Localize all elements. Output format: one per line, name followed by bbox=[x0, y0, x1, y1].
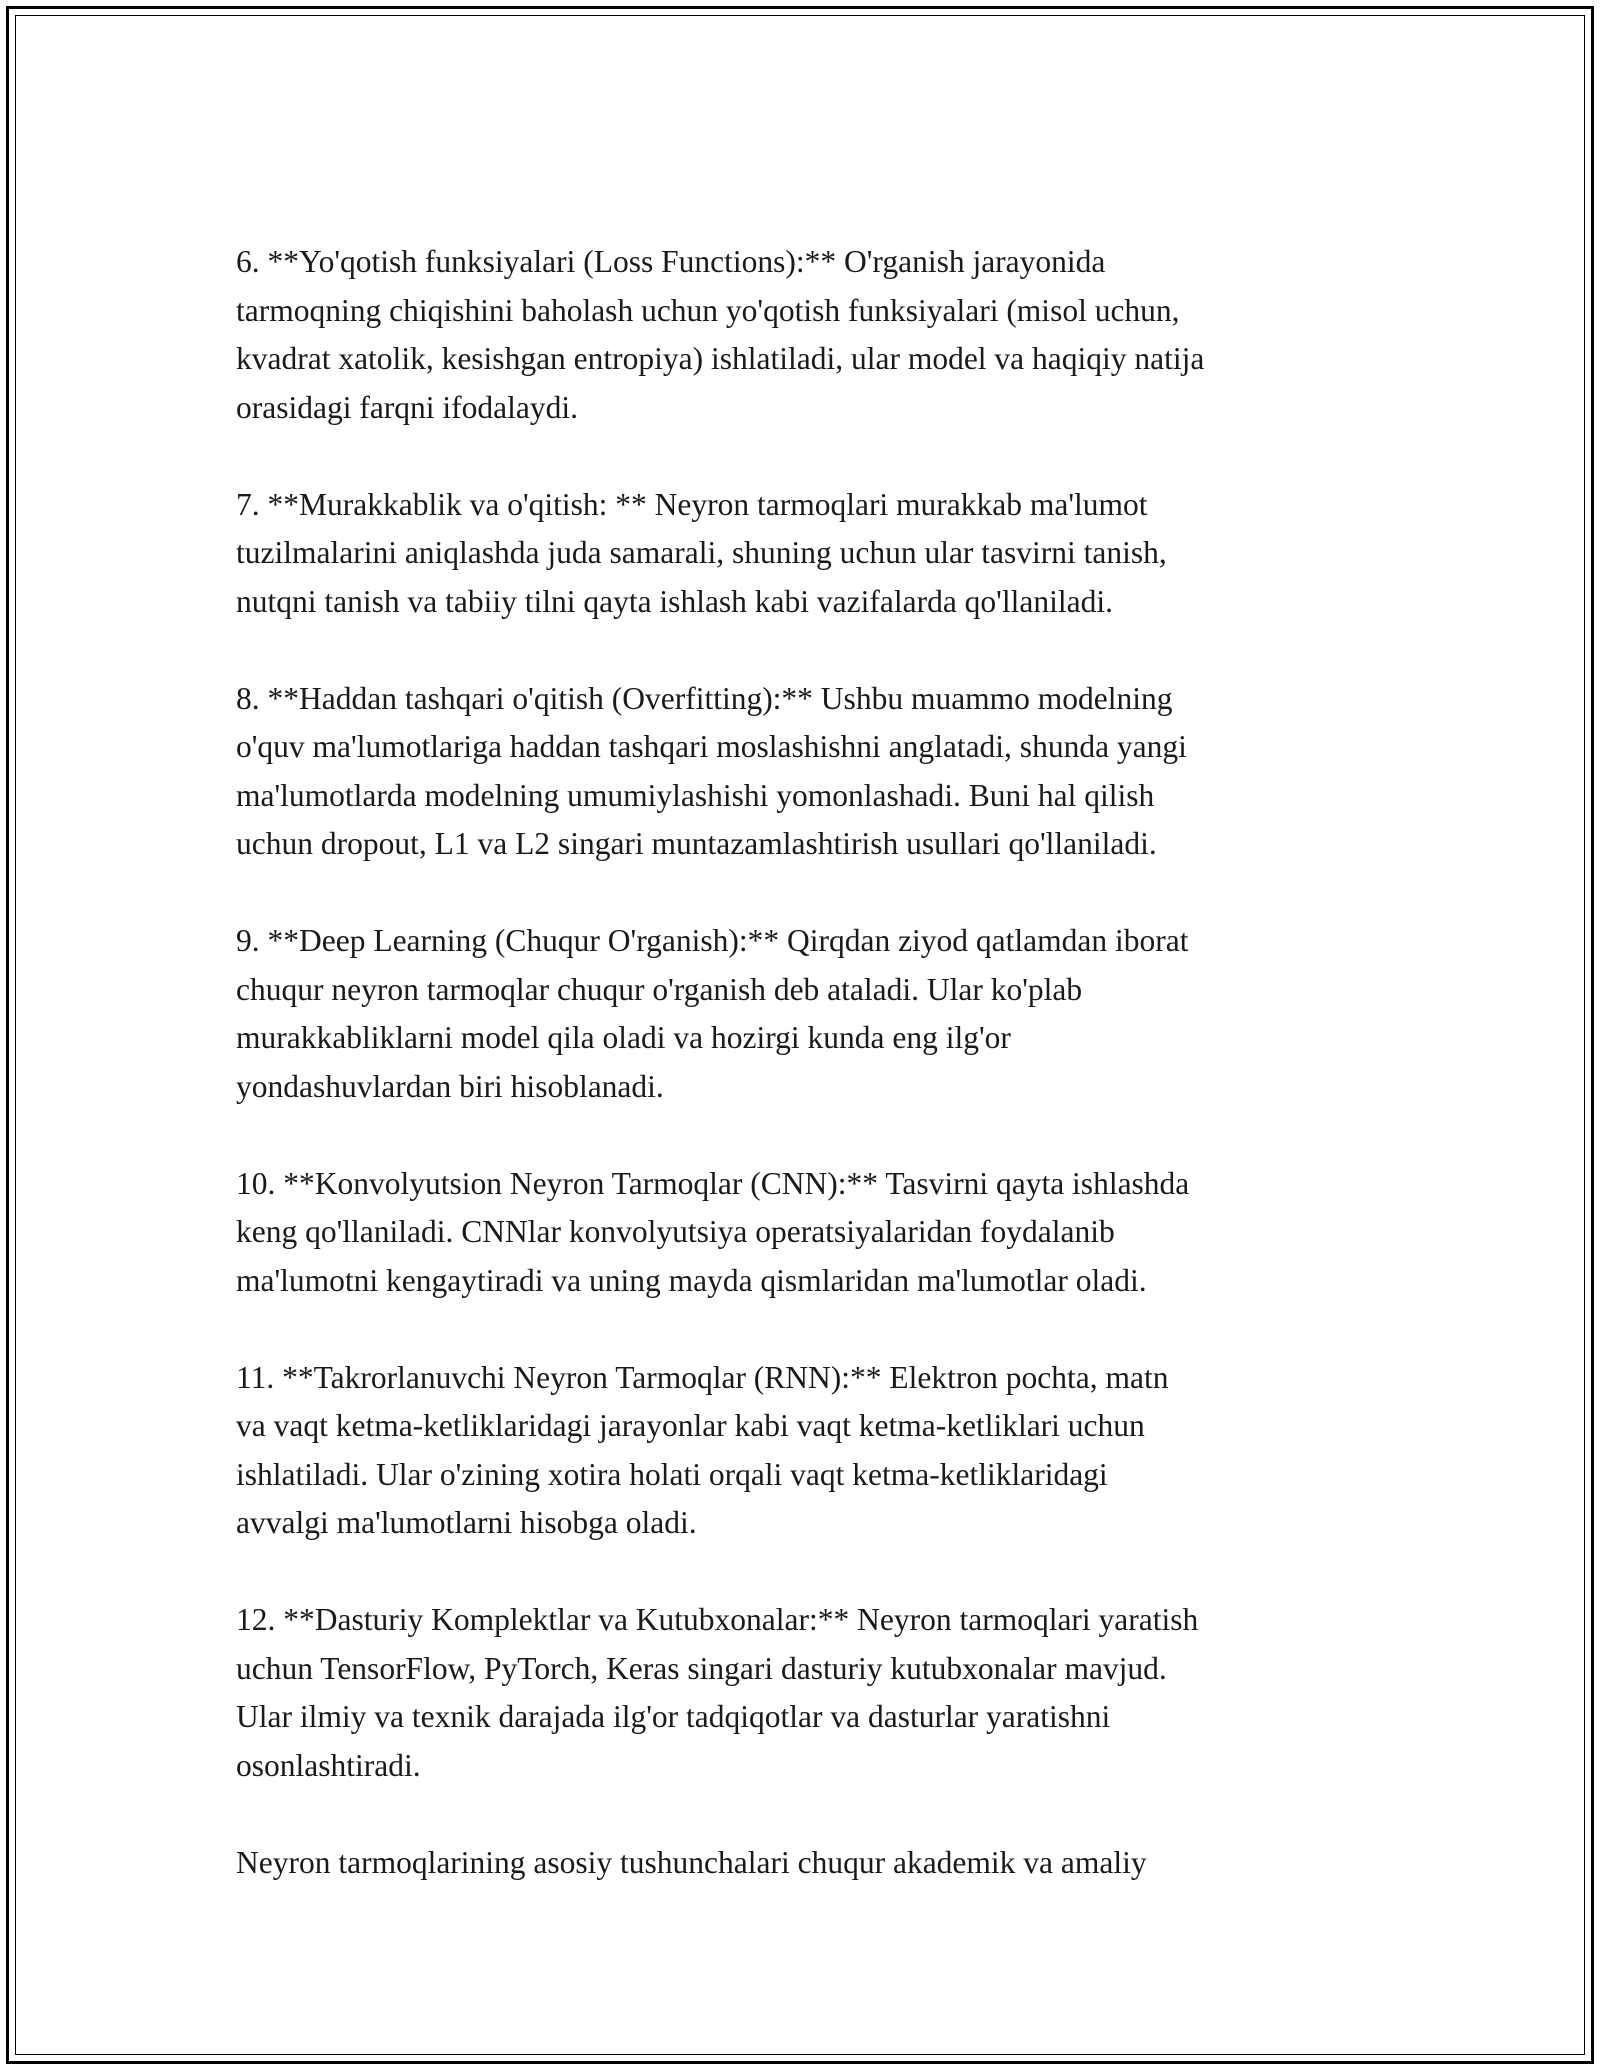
text-line: yondashuvlardan biri hisoblanadi. bbox=[236, 1068, 664, 1104]
text-line: orasidagi farqni ifodalaydi. bbox=[236, 389, 579, 425]
text-line: uchun TensorFlow, PyTorch, Keras singari dasturiy kutubxonalar mavjud. bbox=[236, 1650, 1167, 1686]
text-line: murakkabliklarni model qila oladi va hozirgi kunda eng ilg'or bbox=[236, 1020, 1011, 1055]
paragraph-item-10 bbox=[236, 1160, 1376, 1306]
text-line: kvadrat xatolik, kesishgan entropiya) ishlatiladi, ular model va haqiqiy natija bbox=[236, 341, 1205, 376]
text-line: 10. **Konvolyutsion Neyron Tarmoqlar (CNN):** Tasvirni qayta ishlashda bbox=[236, 1165, 1190, 1201]
text-line: Neyron tarmoqlarining asosiy tushunchalari chuqur akademik va amaliy bbox=[236, 1844, 1147, 1880]
text-line: va vaqt ketma-ketliklaridagi jarayonlar kabi vaqt ketma-ketliklari uchun bbox=[236, 1408, 1145, 1443]
paragraph-item-12 bbox=[236, 1596, 1376, 1790]
text-line: chuqur neyron tarmoqlar chuqur o'rganish deb ataladi. Ular ko'plab bbox=[236, 971, 1083, 1007]
document-body bbox=[236, 238, 1376, 1936]
text-line: tuzilmalarini aniqlashda juda samarali, shuning uchun ular tasvirni tanish, bbox=[236, 535, 1167, 570]
paragraph-item-11 bbox=[236, 1354, 1376, 1548]
text-line: 11. **Takrorlanuvchi Neyron Tarmoqlar (RNN):** Elektron pochta, matn bbox=[236, 1359, 1169, 1395]
text-line: keng qo'llaniladi. CNNlar konvolyutsiya operatsiyalaridan foydalanib bbox=[236, 1214, 1115, 1249]
paragraph-item-9 bbox=[236, 917, 1376, 1111]
text-line: 8. **Haddan tashqari o'qitish (Overfitting):** Ushbu muammo modelning bbox=[236, 680, 1173, 716]
text-line: ma'lumotni kengaytiradi va uning mayda qismlaridan ma'lumotlar oladi. bbox=[236, 1262, 1147, 1298]
text-line: 7. **Murakkablik va o'qitish: ** Neyron tarmoqlari murakkab ma'lumot bbox=[236, 486, 1148, 522]
text-line: osonlashtiradi. bbox=[236, 1747, 421, 1783]
paragraph-item-7 bbox=[236, 481, 1376, 627]
text-line: tarmoqning chiqishini baholash uchun yo'qotish funksiyalari (misol uchun, bbox=[236, 292, 1180, 328]
text-line: ma'lumotlarda modelning umumiylashishi yomonlashadi. Buni hal qilish bbox=[236, 777, 1155, 813]
text-line: Ular ilmiy va texnik darajada ilg'or tadqiqotlar va dasturlar yaratishni bbox=[236, 1699, 1111, 1734]
paragraph-conclusion bbox=[236, 1839, 1376, 1888]
text-line: nutqni tanish va tabiiy tilni qayta ishlash kabi vazifalarda qo'llaniladi. bbox=[236, 583, 1113, 619]
paragraph-item-6 bbox=[236, 238, 1376, 432]
text-line: ishlatiladi. Ular o'zining xotira holati orqali vaqt ketma-ketliklaridagi bbox=[236, 1456, 1108, 1492]
text-line: 12. **Dasturiy Komplektlar va Kutubxonalar:** Neyron tarmoqlari yaratish bbox=[236, 1602, 1199, 1637]
text-line: 6. **Yo'qotish funksiyalari (Loss Functions):** O'rganish jarayonida bbox=[236, 244, 1106, 279]
text-line: uchun dropout, L1 va L2 singari muntazamlashtirish usullari qo'llaniladi. bbox=[236, 826, 1157, 861]
text-line: o'quv ma'lumotlariga haddan tashqari moslashishni anglatadi, shunda yangi bbox=[236, 729, 1187, 764]
text-line: avvalgi ma'lumotlarni hisobga oladi. bbox=[236, 1505, 697, 1540]
text-line: 9. **Deep Learning (Chuqur O'rganish):** Qirqdan ziyod qatlamdan iborat bbox=[236, 923, 1189, 958]
paragraph-item-8 bbox=[236, 675, 1376, 869]
